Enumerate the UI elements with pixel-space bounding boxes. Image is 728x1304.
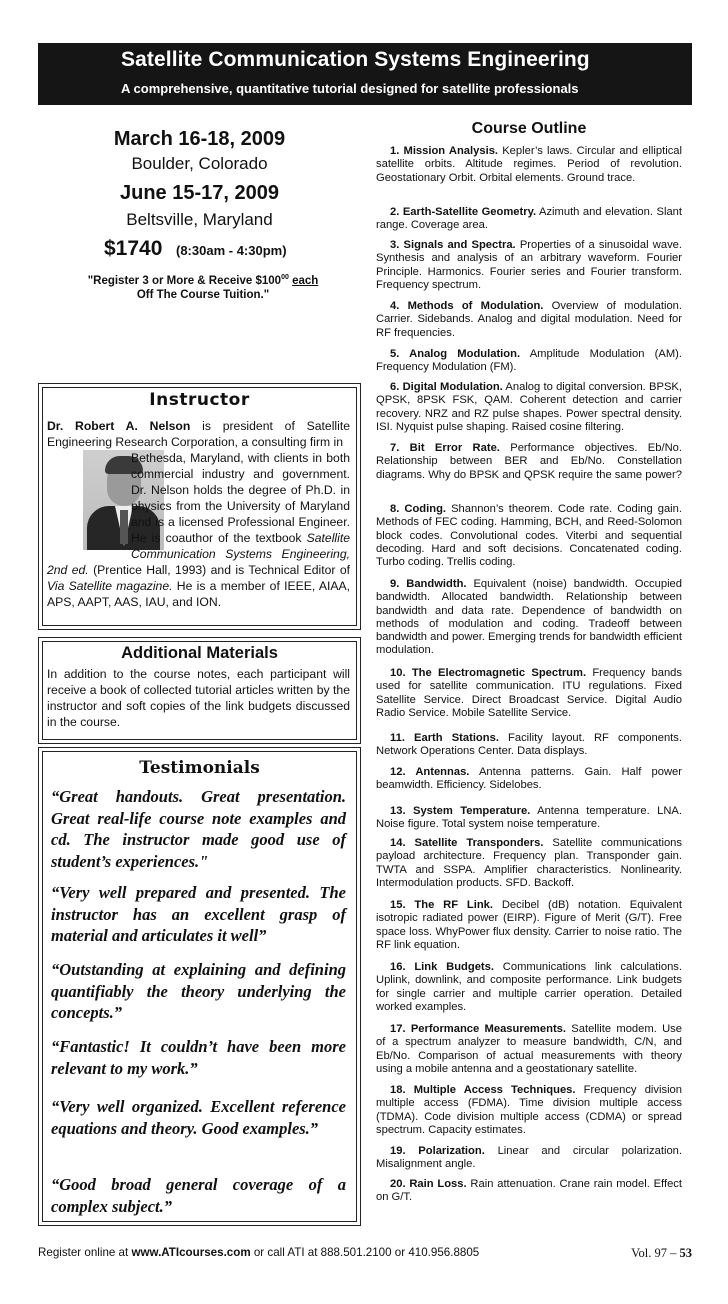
testimonial-quote: “Great handouts. Great presentation. Great real-life course note examples and cd. The instructor made good use of student’s experiences.": [51, 787, 346, 871]
testimonial-quote: “Very well prepared and presented. The instructor has an excellent grasp of material and articulates it well”: [51, 883, 346, 945]
instructor-bio-wrap: Bethesda, Maryland, with clients in both commercial industry and government. Dr. Nelson holds the degree of Ph.D. in physics from the University of Maryland and is a licensed Professional Engineer. He is coauthor of the textbook Satellite Communication Systems Engineering,: [131, 451, 350, 561]
outline-item: 13. System Temperature. Antenna temperature. LNA. Noise figure. Total system noise temperature.: [376, 805, 682, 831]
instructor-heading: Instructor: [149, 390, 250, 410]
outline-item: 1. Mission Analysis. Kepler’s laws. Circular and elliptical satellite orbits. Altitude regimes. Period of revolution. Geostationary Orbit. Orbital elements. Ground trace.: [376, 145, 682, 184]
course-dates: [38, 122, 361, 304]
website-link[interactable]: www.ATIcourses.com: [131, 1246, 251, 1259]
page-number: Vol. 97 – 53: [631, 1246, 692, 1260]
course-outline-heading: Course Outline: [471, 120, 587, 137]
testimonial-quote: “Good broad general coverage of a complex subject.”: [51, 1175, 346, 1216]
outline-item: 6. Digital Modulation. Analog to digital conversion. BPSK, QPSK, 8PSK FSK, QAM. Coherent detection and carrier recovery. NRZ and RZ pulse shapes. Power spectral density. ISI. Nyquist pulse shaping. Raised cosine filtering.: [376, 381, 682, 433]
outline-item: 9. Bandwidth. Equivalent (noise) bandwidth. Occupied bandwidth. Allocated bandwidth. Relationship between bandwidth and data rate. Dependence of bandwidth on methods of modulation and coding. Tradeoff between bandwidth and power. Emerging trends for bandwidth efficient modulation.: [376, 578, 683, 657]
course-hours: (8:30am - 4:30pm): [176, 243, 287, 258]
outline-item: 14. Satellite Transponders. Satellite communications payload architecture. Frequency plan. Transponder gain. TWTA and SSPA. Amplifier characteristics. Nonlinearity. Intermodulation products. SFD. Backoff.: [376, 837, 682, 889]
testimonial-quote: “Very well organized. Excellent reference equations and theory. Good examples.”: [51, 1097, 346, 1138]
outline-item: 7. Bit Error Rate. Performance objectives. Eb/No. Relationship between BER and Eb/No. Constellation diagrams. Why do BPSK and QPSK require the same power?: [376, 442, 682, 481]
outline-item: 4. Methods of Modulation. Overview of modulation. Carrier. Sidebands. Analog and digital modulation. Need for RF frequencies.: [376, 300, 682, 339]
outline-item: 3. Signals and Spectra. Properties of a sinusoidal wave. Synthesis and analysis of an arbitrary waveform. Fourier Principle. Harmonics. Fourier series and Fourier transform. Frequency spectrum.: [376, 239, 683, 291]
additional-materials-text: In addition to the course notes, each participant will receive a book of collected tutorial articles written by the instructor and soft copies of the link budgets discussed in the course.: [47, 667, 350, 729]
title-banner: [38, 43, 692, 105]
testimonial-quote: “Outstanding at explaining and defining quantifiably the theory underlying the concepts.”: [51, 960, 346, 1022]
instructor-bio-rest: 2nd ed. (Prentice Hall, 1993) and is Technical Editor of Via Satellite magazine. He is a member of IEEE, AIAA, APS, AAPT, AAS, IAU, and ION.: [47, 563, 350, 609]
additional-materials-heading: Additional Materials: [121, 644, 278, 662]
outline-item: 2. Earth-Satellite Geometry. Azimuth and elevation. Slant range. Coverage area.: [376, 206, 682, 232]
session-date-1: March 16-18, 2009: [113, 128, 286, 150]
instructor-bio-intro: Dr. Robert A. Nelson is president of Satellite Engineering Research Corporation, a consulting firm in: [47, 419, 350, 449]
testimonials-heading: Testimonials: [139, 758, 260, 778]
instructor-box: [38, 383, 361, 630]
testimonials-box: [38, 747, 361, 1226]
outline-item: 5. Analog Modulation. Amplitude Modulation (AM). Frequency Modulation (FM).: [376, 348, 682, 374]
outline-item: 15. The RF Link. Decibel (dB) notation. Equivalent isotropic radiated power (EIRP). Figure of Merit (G/T). Free space loss. WhyPower flux density. Carrier to noise ratio. The RF link equation.: [376, 899, 682, 951]
group-discount-note: "Register 3 or More & Receive $\$100^{00}$ each Off The Course Tuition.": [87, 274, 319, 301]
outline-item: 10. The Electromagnetic Spectrum. Frequency bands used for satellite communication. ITU regulations. Fixed Satellite Service. Direct Broadcast Service. Digital Audio Radio Service. Mobile Satellite Service.: [376, 667, 682, 719]
outline-item: 8. Coding. Shannon’s theorem. Code rate. Coding gain. Methods of FEC coding. Hamming, BCH, and Reed-Solomon block codes. Convolutional codes. Viterbi and sequential decoding. Hard and soft decisions. Concatenated coding. Turbo coding. Trellis coding.: [376, 503, 682, 569]
outline-item: 19. Polarization. Linear and circular polarization. Misalignment angle.: [376, 1145, 682, 1171]
session-location-2: Beltsville, Maryland: [126, 210, 273, 229]
outline-item: 12. Antennas. Antenna patterns. Gain. Half power beamwidth. Efficiency. Sidelobes.: [376, 766, 682, 792]
testimonial-quote: “Fantastic! It couldn’t have been more relevant to my work.”: [51, 1037, 346, 1078]
session-date-2: June 15-17, 2009: [120, 182, 279, 204]
outline-item: 11. Earth Stations. Facility layout. RF components. Network Operations Center. Data displays.: [376, 732, 682, 758]
outline-item: 16. Link Budgets. Communications link calculations. Uplink, downlink, and composite performance. Link budgets for single carrier and multiple carrier operation. Detailed worked examples.: [376, 961, 683, 1013]
session-location-1: Boulder, Colorado: [131, 154, 268, 173]
outline-item: 20. Rain Loss. Rain attenuation. Crane rain model. Effect on G/T.: [376, 1178, 682, 1204]
course-price: $1740: [104, 237, 163, 260]
course-title: Satellite Communication Systems Engineering: [121, 48, 590, 71]
outline-item: 18. Multiple Access Techniques. Frequency division multiple access (FDMA). Time division multiple access (TDMA). Code division multiple access (CDMA) or spread spectrum. Capacity estimates.: [376, 1084, 682, 1136]
course-subtitle: A comprehensive, quantitative tutorial designed for satellite professionals: [121, 81, 579, 96]
additional-materials-box: [38, 637, 361, 744]
registration-info: Register online at www.ATIcourses.com or call ATI at 888.501.2100 or 410.956.8805: [38, 1246, 480, 1259]
outline-item: 17. Performance Measurements. Satellite modem. Use of a spectrum analyzer to measure bandwidth, C/N, and Eb/No. Comparison of actual measurements with theory using a mobile antenna and a geostationary satellite.: [376, 1023, 682, 1075]
